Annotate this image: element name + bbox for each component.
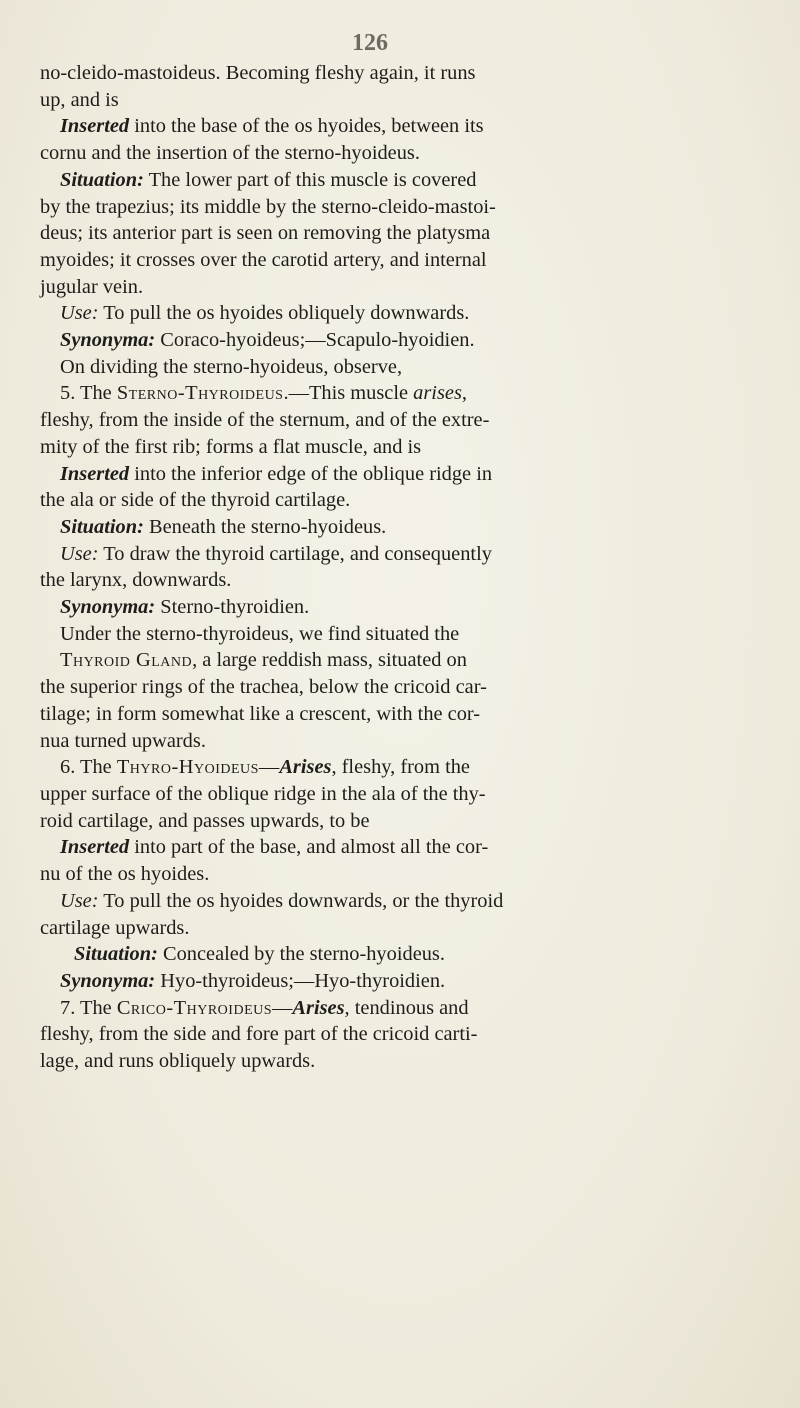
text-run: — [258, 756, 280, 779]
text-run: deus; its anterior part is seen on removing the platysma [40, 222, 491, 245]
text-run: Use: [60, 889, 99, 912]
text-line [40, 167, 760, 194]
text-run: — [272, 996, 293, 1019]
text-line [40, 407, 760, 434]
text-run: upper surface of the oblique ridge in the ala of the thy- [40, 782, 486, 805]
text-run: Situation: [74, 943, 158, 966]
text-line [40, 220, 760, 247]
text-run: Sterno-Thyroideus [116, 382, 284, 405]
text-run: Inserted [60, 836, 130, 859]
text-line [40, 861, 760, 888]
text-line [40, 674, 760, 701]
text-run: jugular vein. [40, 275, 144, 298]
text-run: .—This muscle [283, 382, 414, 405]
text-line [40, 140, 760, 167]
text-run: into part of the base, and almost all the cor- [129, 836, 489, 859]
text-run: On dividing the sterno-hyoideus, observe, [60, 355, 403, 378]
text-line [40, 380, 760, 407]
text-run: The lower part of this muscle is covered [143, 168, 477, 191]
text-line [40, 915, 760, 942]
text-run: Coraco-hyoideus;—Scapulo-hyoidien. [155, 329, 475, 352]
text-line [40, 594, 760, 621]
text-run: Synonyma: [60, 329, 156, 352]
text-run: Sterno-thyroidien. [155, 596, 310, 619]
text-run: Situation: [60, 168, 144, 191]
text-run: fleshy, from the side and fore part of the cricoid carti- [40, 1023, 478, 1046]
page-number: 126 [352, 30, 388, 56]
text-run: 7. The [60, 996, 117, 1019]
text-line [40, 834, 760, 861]
text-run: , tendinous and [344, 996, 469, 1019]
text-line [40, 621, 760, 648]
text-run: nu of the os hyoides. [40, 863, 210, 886]
text-run: Arises [292, 996, 345, 1019]
text-line [40, 941, 760, 968]
text-run: 5. The [60, 382, 117, 405]
text-run: Use: [60, 542, 99, 565]
text-run: mity of the first rib; forms a flat muscle, and is [40, 435, 422, 458]
text-run: Hyo-thyroideus;—Hyo-thyroidien. [155, 969, 446, 992]
text-line [40, 87, 760, 114]
text-run: up, and is [40, 88, 119, 111]
text-run: , fleshy, from the [331, 756, 470, 779]
text-run: myoides; it crosses over the carotid artery, and internal [40, 248, 487, 271]
text-run: the superior rings of the trachea, below the cricoid car- [40, 676, 487, 699]
text-line [40, 754, 760, 781]
text-line [40, 514, 760, 541]
body-text [40, 60, 760, 1075]
text-run: cornu and the insertion of the sterno-hyoideus. [40, 142, 420, 165]
text-line [40, 968, 760, 995]
text-line [40, 541, 760, 568]
text-run: by the trapezius; its middle by the sterno-cleido-mastoi- [40, 195, 496, 218]
text-line [40, 194, 760, 221]
text-line [40, 434, 760, 461]
text-line [40, 888, 760, 915]
text-run: To draw the thyroid cartilage, and consequently [98, 542, 492, 565]
text-line [40, 354, 760, 381]
text-run: nua turned upwards. [40, 729, 206, 752]
text-run: Inserted [60, 115, 130, 138]
text-run: tilage; in form somewhat like a crescent, with the cor- [40, 702, 481, 725]
text-line [40, 1048, 760, 1075]
text-line [40, 60, 760, 87]
text-line [40, 808, 760, 835]
text-run: Crico-Thyroideus [116, 996, 273, 1019]
text-line [40, 701, 760, 728]
text-line [40, 728, 760, 755]
text-run: roid cartilage, and passes upwards, to be [40, 809, 370, 832]
text-run: Synonyma: [60, 969, 156, 992]
text-line [40, 781, 760, 808]
text-run: Concealed by the sterno-hyoideus. [157, 943, 445, 966]
text-run: Under the sterno-thyroideus, we find situated the [60, 622, 460, 645]
text-line [40, 327, 760, 354]
text-run: , a large reddish mass, situated on [192, 649, 467, 672]
text-line [40, 247, 760, 274]
text-run: Arises [279, 756, 332, 779]
text-run: Beneath the sterno-hyoideus. [143, 515, 387, 538]
text-line [40, 461, 760, 488]
text-run: 6. The [60, 756, 117, 779]
text-run: lage, and runs obliquely upwards. [40, 1050, 316, 1073]
text-run: into the base of the os hyoides, between its [129, 115, 484, 138]
text-line [40, 300, 760, 327]
text-run: Use: [60, 302, 99, 325]
text-run: into the inferior edge of the oblique ridge in [129, 462, 493, 485]
text-run: Thyro-Hyoideus [116, 756, 259, 779]
text-run: the ala or side of the thyroid cartilage. [40, 489, 351, 512]
text-run: cartilage upwards. [40, 916, 190, 939]
text-line [40, 567, 760, 594]
text-run: Inserted [60, 462, 130, 485]
text-run: no-cleido-mastoideus. Becoming fleshy again, it runs [40, 62, 476, 84]
text-run: Synonyma: [60, 596, 156, 619]
text-line [40, 647, 760, 674]
text-line [40, 487, 760, 514]
text-run: To pull the os hyoides obliquely downwards. [98, 302, 470, 325]
text-run: Thyroid Gland [60, 649, 193, 672]
text-run: the larynx, downwards. [40, 569, 232, 592]
text-run: fleshy, from the inside of the sternum, and of the extre- [40, 409, 490, 432]
text-line [40, 1021, 760, 1048]
text-run: To pull the os hyoides downwards, or the thyroid [98, 889, 504, 912]
text-line [40, 274, 760, 301]
text-line [40, 995, 760, 1022]
text-line [40, 113, 760, 140]
text-run: , [461, 382, 467, 405]
text-run: Situation: [60, 515, 144, 538]
text-run: arises [413, 382, 462, 405]
